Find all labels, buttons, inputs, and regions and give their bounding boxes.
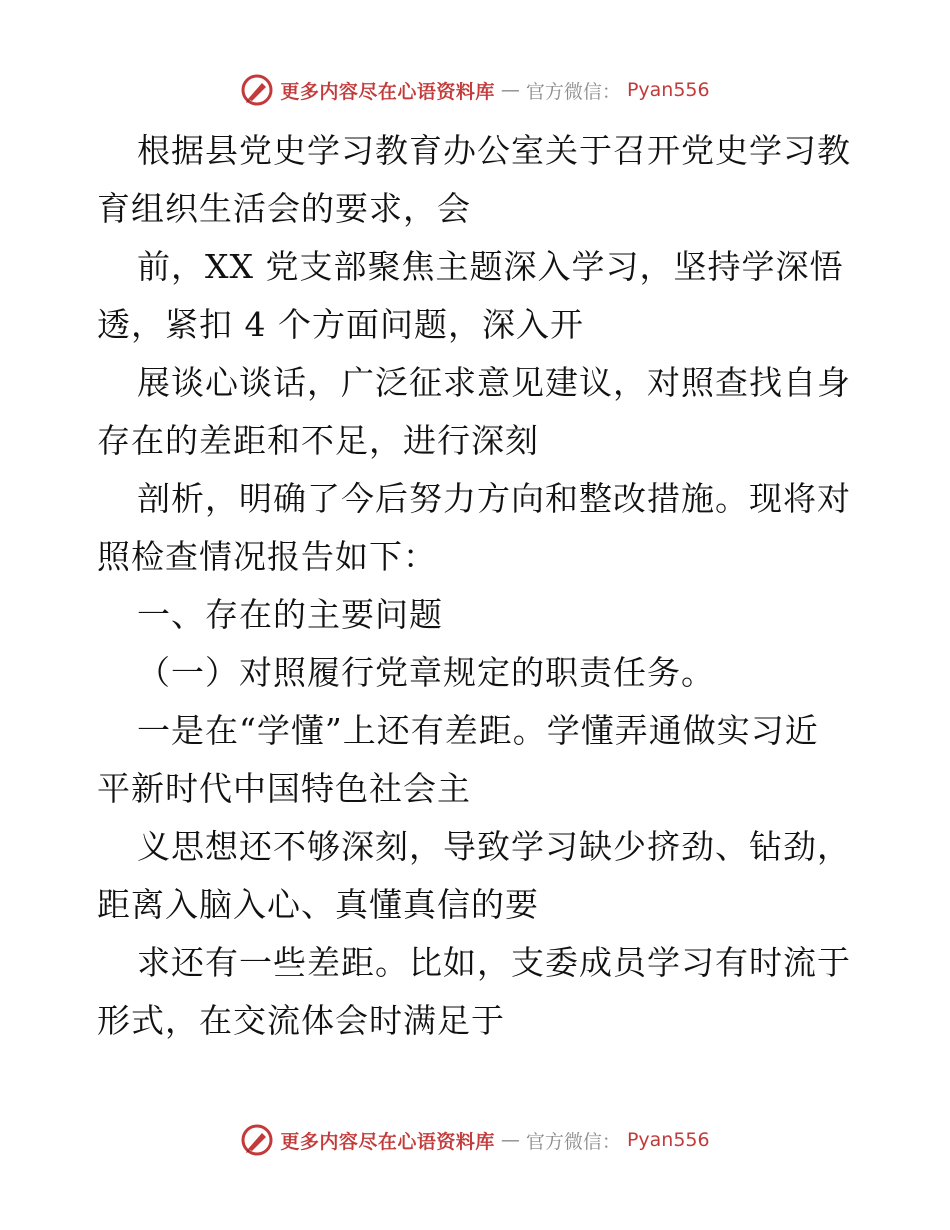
footer-site-text: 更多内容尽在心语资料库	[280, 1130, 495, 1153]
body-line: 前，XX 党支部聚焦主题深入学习，坚持学深悟	[137, 247, 844, 286]
header-dash: —	[500, 79, 520, 101]
footer-watermark	[0, 1120, 950, 1160]
body-line: 展谈心谈话，广泛征求意见建议，对照查找自身	[137, 363, 851, 402]
header-watermark	[0, 70, 950, 110]
body-line: （一）对照履行党章规定的职责任务。	[137, 653, 715, 692]
body-line: 剖析，明确了今后努力方向和整改措施。现将对	[137, 479, 851, 518]
footer-wechat-label: 官方微信：	[525, 1130, 621, 1153]
body-line: 一是在“学懂”上还有差距。学懂弄通做实习近	[137, 711, 819, 750]
pen-nib-logo-icon	[240, 1123, 274, 1157]
body-line: 根据县党史学习教育办公室关于召开党史学习教	[137, 131, 851, 170]
pen-nib-logo-icon	[240, 73, 274, 107]
body-line: 距离入脑入心、真懂真信的要	[97, 885, 539, 924]
body-line: 平新时代中国特色社会主	[97, 769, 471, 808]
footer-dash: —	[500, 1129, 520, 1151]
body-line: 求还有一些差距。比如，支委成员学习有时流于	[137, 943, 851, 982]
body-line: 育组织生活会的要求，会	[97, 189, 471, 228]
body-line: 形式，在交流体会时满足于	[97, 1001, 505, 1040]
header-site-text: 更多内容尽在心语资料库	[280, 80, 495, 103]
body-line: 义思想还不够深刻，导致学习缺少挤劲、钻劲，	[137, 827, 851, 866]
document-body	[97, 122, 857, 1050]
header-wechat-id: Pyan556	[626, 79, 710, 101]
header-wechat-label: 官方微信：	[525, 80, 621, 103]
footer-wechat-id: Pyan556	[626, 1129, 710, 1151]
body-line: 照检查情况报告如下：	[97, 537, 437, 576]
body-line: 一、存在的主要问题	[137, 595, 443, 634]
body-line: 存在的差距和不足，进行深刻	[97, 421, 539, 460]
body-line: 透，紧扣 4 个方面问题，深入开	[97, 305, 584, 344]
